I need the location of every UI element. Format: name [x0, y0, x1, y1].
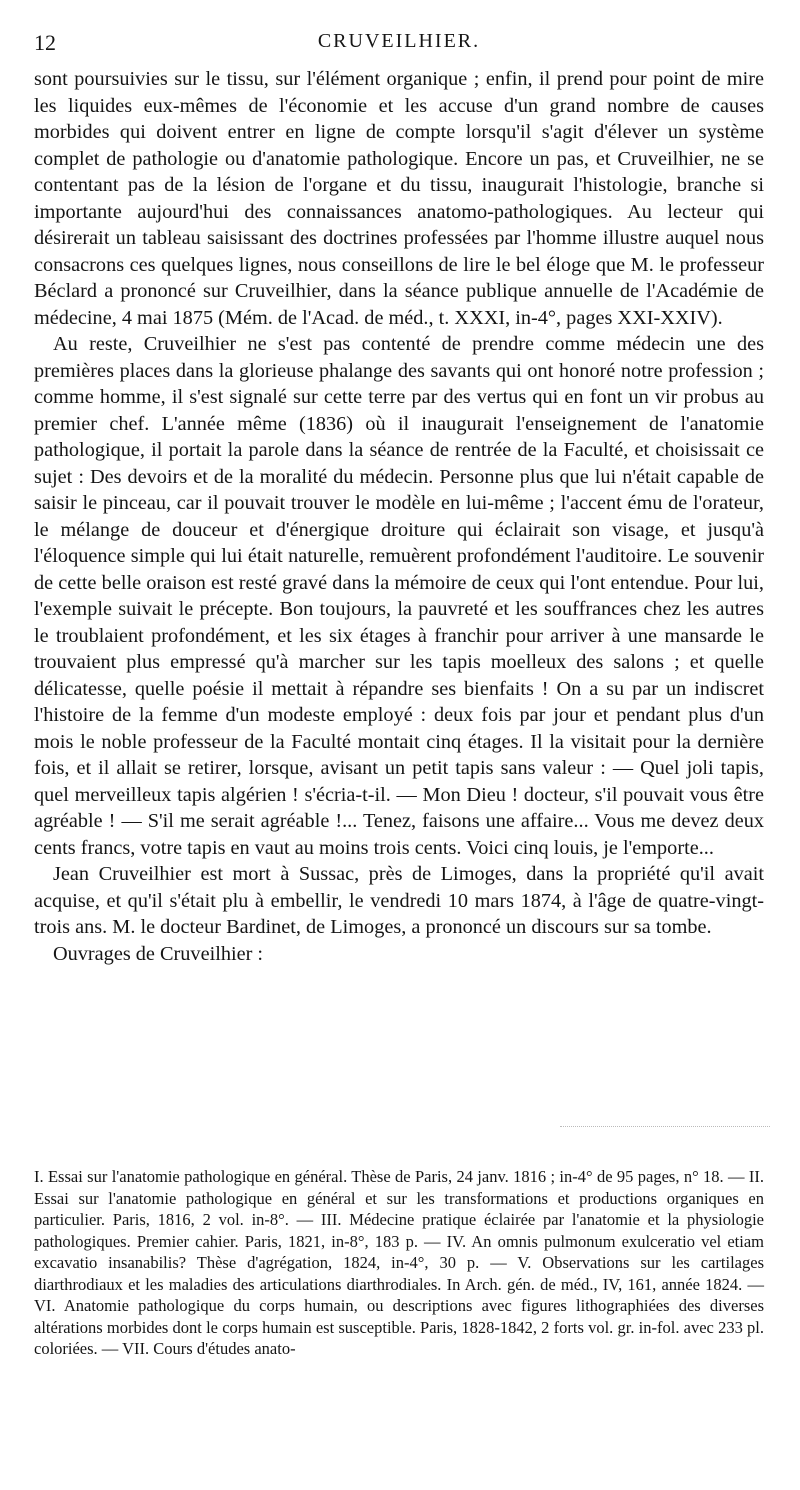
running-head [34, 30, 764, 60]
paragraph-death: Jean Cruveilhier est mort à Sussac, près de Limoges, dans la propriété qu'il avait acquise, et qu'il s'était plu à embellir, le vendredi 10 mars 1874, à l'âge de quatre-vingt-trois ans. M. le docteur Bardinet, de Limoges, a prononcé un discours sur sa tombe. [34, 863, 764, 938]
running-title: CRUVEILHIER. [317, 30, 481, 52]
paragraph-continuation: sont poursuivies sur le tissu, sur l'élément organique ; enfin, il prend pour point de mire les liquides eux-mêmes de l'économie et les accuse d'un grand nombre de causes morbides qui doivent entrer en ligne de compte lorsqu'il s'agit d'élever un système complet de pathologie ou d'anatomie pathologique. Encore un pas, et Cruveilhier, ne se contentant pas de la lésion de l'organe et du tissu, inaugurait l'histologie, branche si importante aujourd'hui des connaissances anatomo-pathologiques. Au lecteur qui désirerait un tableau saisissant des doctrines professées par l'homme illustre auquel nous consacrons ces quelques lignes, nous conseillons de lire le bel éloge que M. le professeur Béclard a prononcé sur Cruveilhier, dans la séance publique annuelle de l'Académie de médecine, 4 mai 1875 (Mém. de l'Acad. de méd., t. XXXI, in-4°, pages XXI-XXIV). [34, 68, 764, 329]
paragraph-works-heading: Ouvrages de Cruveilhier : [53, 942, 264, 965]
body-text [34, 66, 764, 967]
footnote-works-list: I. Essai sur l'anatomie pathologique en général. Thèse de Paris, 24 janv. 1816 ; in-4° de 95 pages, n° 18. — II. Essai sur l'anatomie pathologique en général et sur les transformations et productions organiques en particulier. Paris, 1816, 2 vol. in-8°. — III. Médecine pratique éclairée par l'anatomie et la physiologie pathologiques. Premier cahier. Paris, 1821, in-8°, 183 p. — IV. An omnis pulmonum exulceratio vel etiam excavatio insanabilis? Thèse d'agrégation, 1824, in-4°, 30 p. — V. Observations sur les cartilages diarthrodiaux et les maladies des articulations diarthrodiales. In Arch. gén. de méd., IV, 161, année 1824. — VI. Anatomie pathologique du corps humain, ou descriptions avec figures lithographiées des diverses altérations morbides dont le corps humain est susceptible. Paris, 1828-1842, 2 forts vol. gr. in-fol. avec 233 pl. coloriées. — VII. Cours d'études anato- [34, 1167, 764, 1358]
faint-rule [560, 1126, 770, 1131]
page-number: 12 [34, 30, 56, 55]
paragraph-character: Au reste, Cruveilhier ne s'est pas contenté de prendre comme médecin une des premières places dans la glorieuse phalange des savants qui ont honoré notre profession ; comme homme, il s'est signalé sur cette terre par des vertus qui en font un vir probus au premier chef. L'année même (1836) où il inaugurait l'enseignement de l'anatomie pathologique, il portait la parole dans la séance de rentrée de la Faculté, et choisissait ce sujet : Des devoirs et de la moralité du médecin. Personne plus que lui n'était capable de saisir le pinceau, car il pouvait trouver le modèle en lui-même ; l'accent ému de l'orateur, le mélange de douceur et d'énergique droiture qui éclairait son visage, et jusqu'à l'éloquence simple qui lui était naturelle, remuèrent profondément l'auditoire. Le souvenir de cette belle oraison est resté gravé dans la mémoire de ceux qui l'ont entendue. Pour lui, l'exemple suivait le précepte. Bon toujours, la pauvreté et les souffrances chez les autres le troublaient profondément, et les six étages à franchir pour arriver à une mansarde le trouvaient plus empressé qu'à marcher sur les tapis moelleux des salons ; et quelle délicatesse, quelle poésie il mettait à répandre ses bienfaits ! On a su par un indiscret l'histoire de la femme d'un modeste employé : deux fois par jour et pendant plus d'un mois le noble professeur de la Faculté montait cinq étages. Il la visitait pour la dernière fois, et il allait se retirer, lorsque, avisant un petit tapis sans valeur : — Quel joli tapis, quel merveilleux tapis algérien ! s'écria-t-il. — Mon Dieu ! docteur, s'il pouvait vous être agréable ! — S'il me serait agréable !... Tenez, faisons une affaire... Vous me devez deux cents francs, votre tapis en vaut au moins trois cents. Voici cinq louis, je l'emporte... [34, 333, 764, 859]
